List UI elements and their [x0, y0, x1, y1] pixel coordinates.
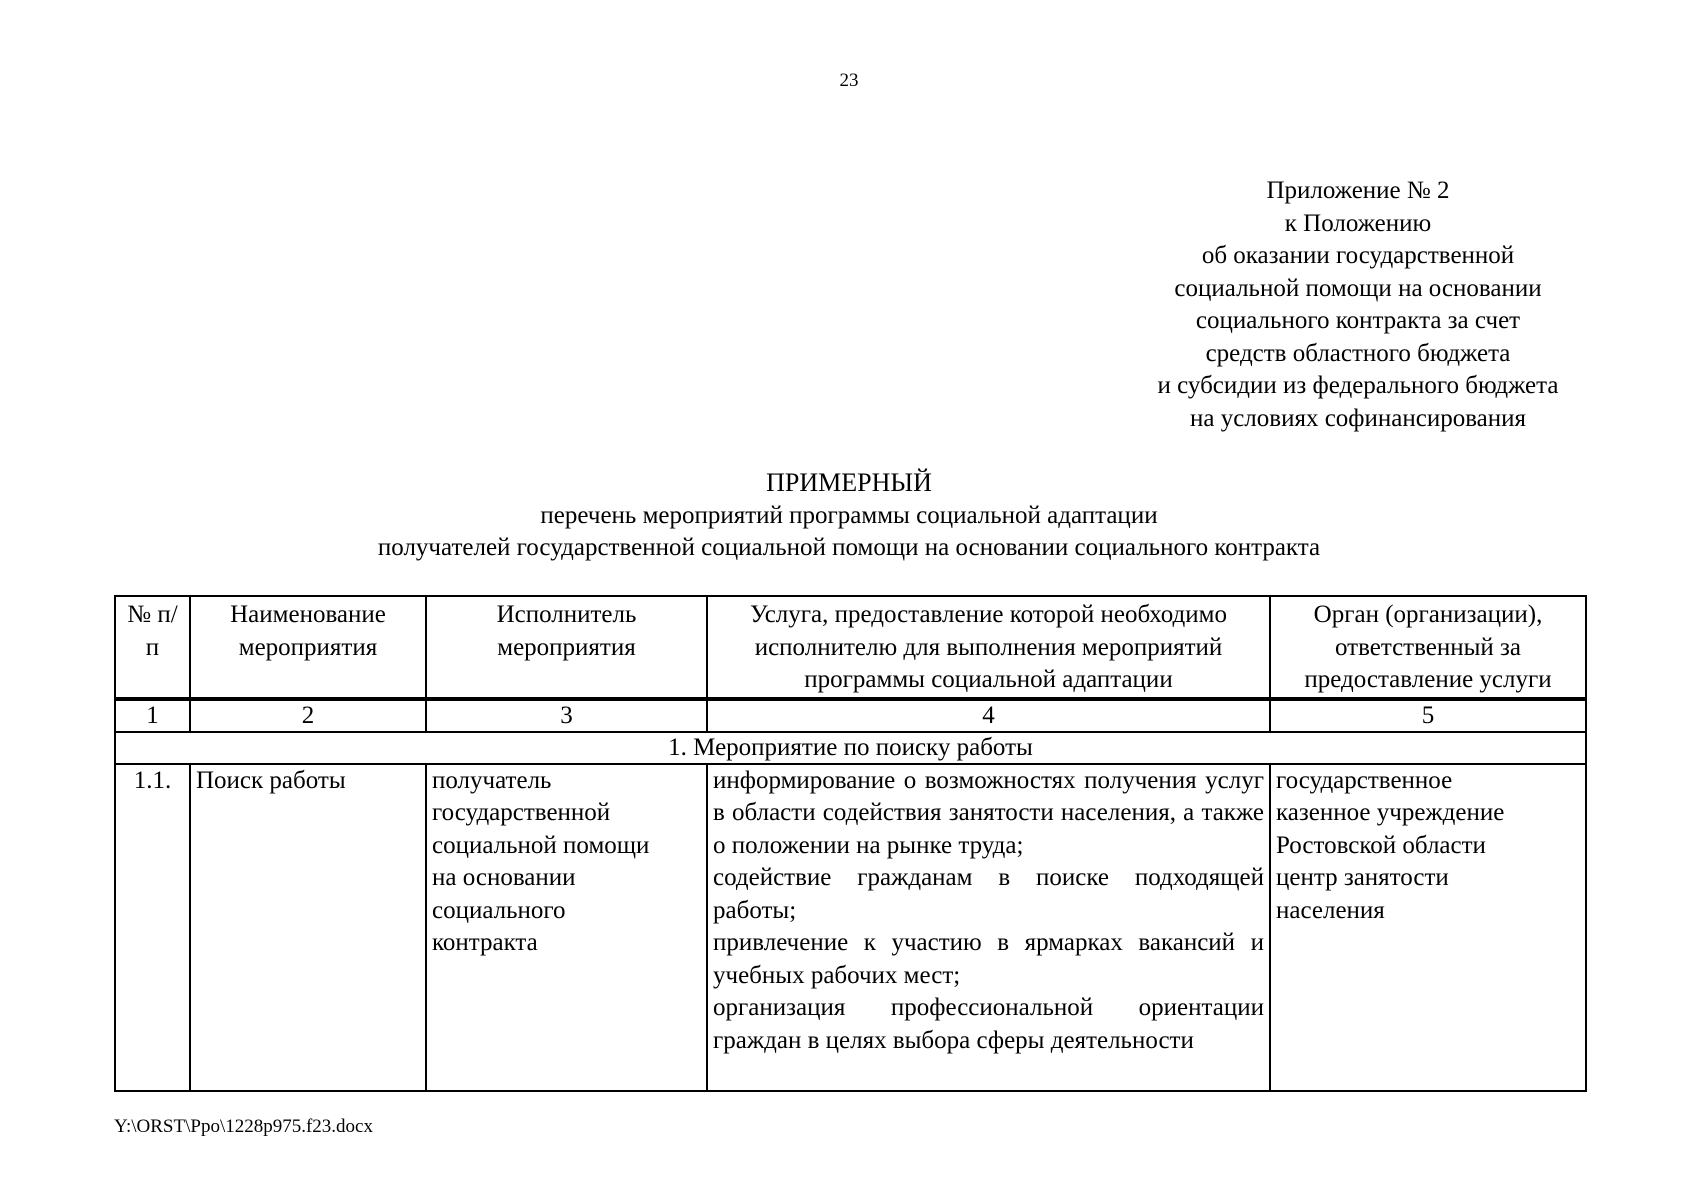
- appendix-line: и субсидии из федерального бюджета: [1157, 372, 1559, 399]
- service-item: информирование о возможностях получения услуг в области содействия занятости населения, а также о положении на рынке труда;: [713, 766, 1264, 859]
- document-title: [0, 467, 1698, 565]
- column-number: 2: [190, 699, 426, 732]
- header-measure-name: Наименование мероприятия: [190, 596, 426, 699]
- appendix-line: средств областного бюджета: [1205, 339, 1511, 367]
- column-numbers-row: [115, 699, 1586, 732]
- title-line: перечень мероприятий программы социальной адаптации: [540, 501, 1158, 529]
- header-service: Услуга, предоставление которой необходимо исполнителю для выполнения мероприятий программы социальной адаптации: [707, 596, 1270, 699]
- column-number: 1: [115, 699, 190, 732]
- row-number: 1.1.: [115, 764, 190, 1091]
- service-item: привлечение к участию в ярмарках вакансий и учебных рабочих мест;: [713, 929, 1264, 989]
- header-number: № п/п: [115, 596, 190, 699]
- row-measure-name: Поиск работы: [190, 764, 426, 1091]
- service-item: организация профессиональной ориентации граждан в целях выбора сферы деятельности: [713, 994, 1264, 1054]
- row-organ: государственное казенное учреждение Ростовской области центр занятости населения: [1270, 764, 1586, 1091]
- measures-table: [114, 595, 1587, 1092]
- section-row: [115, 732, 1586, 764]
- header-organ: Орган (организации), ответственный за предоставление услуги: [1270, 596, 1586, 699]
- page-number: 23: [839, 70, 859, 91]
- title-line: получателей государственной социальной помощи на основании социального контракта: [377, 534, 1321, 561]
- table-row: [115, 764, 1586, 1091]
- service-item: содействие гражданам в поиске подходящей работы;: [713, 864, 1264, 924]
- column-number: 3: [426, 699, 707, 732]
- appendix-line: социальной помощи на основании: [1174, 274, 1542, 302]
- row-service: [707, 764, 1270, 1091]
- appendix-line: Приложение № 2: [1266, 177, 1450, 204]
- section-title: 1. Мероприятие по поиску работы: [115, 732, 1586, 764]
- table-header-row: [115, 596, 1586, 699]
- footer-file-path: Y:\ORST\Ppo\1228p975.f23.docx: [114, 1116, 373, 1137]
- row-executor: получатель государственной социальной помощи на основании социального контракта: [426, 764, 707, 1091]
- column-number: 4: [707, 699, 1270, 732]
- header-executor: Исполнитель мероприятия: [426, 596, 707, 699]
- appendix-line: социального контракта за счет: [1195, 307, 1521, 334]
- column-number: 5: [1270, 699, 1586, 732]
- title-heading: ПРИМЕРНЫЙ: [766, 468, 932, 497]
- appendix-line: на условиях софинансирования: [1189, 404, 1527, 432]
- appendix-line: к Положению: [1284, 209, 1432, 237]
- appendix-block: [1118, 175, 1598, 435]
- appendix-line: об оказании государственной: [1201, 242, 1515, 269]
